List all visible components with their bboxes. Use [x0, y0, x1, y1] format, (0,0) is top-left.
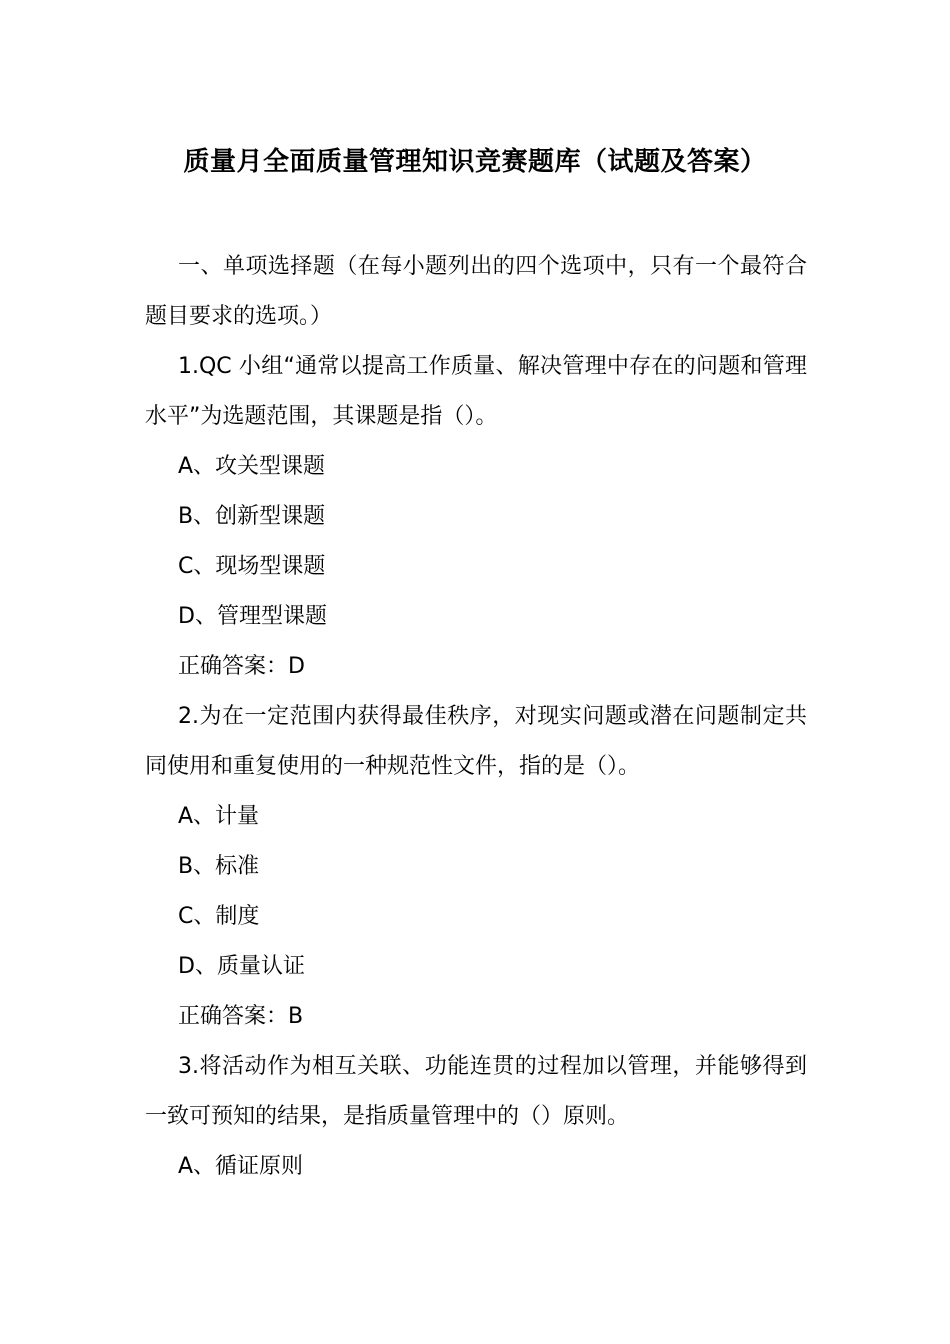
question-1-answer: 正确答案：D	[178, 654, 305, 679]
question-1-stem: 1.QC 小组“通常以提高工作质量、解决管理中存在的问题和管理水平”为选题范围，其课题是指（）。	[145, 354, 807, 429]
question-2-option-c: C、制度	[178, 904, 260, 929]
question-1-option-d: D、管理型课题	[178, 604, 327, 629]
question-3-option-a: A、循证原则	[178, 1154, 304, 1179]
question-2-option-b: B、标准	[178, 854, 260, 879]
question-2-stem: 2.为在一定范围内获得最佳秩序，对现实问题或潜在问题制定共同使用和重复使用的一种规范性文件，指的是（）。	[145, 704, 807, 779]
document-body	[145, 242, 807, 1192]
question-1-option-c: C、现场型课题	[178, 554, 326, 579]
question-3-stem: 3.将活动作为相互关联、功能连贯的过程加以管理，并能够得到一致可预知的结果，是指质量管理中的（）原则。	[145, 1054, 807, 1129]
question-2-answer: 正确答案：B	[178, 1004, 304, 1029]
question-1-option-a: A、攻关型课题	[178, 454, 326, 479]
question-1-option-b: B、创新型课题	[178, 504, 326, 529]
document-title: 质量月全面质量管理知识竞赛题库（试题及答案）	[183, 147, 767, 177]
question-2-option-a: A、计量	[178, 804, 260, 829]
question-2-option-d: D、质量认证	[178, 954, 305, 979]
section-heading: 一、单项选择题（在每小题列出的四个选项中，只有一个最符合题目要求的选项。）	[145, 254, 807, 329]
